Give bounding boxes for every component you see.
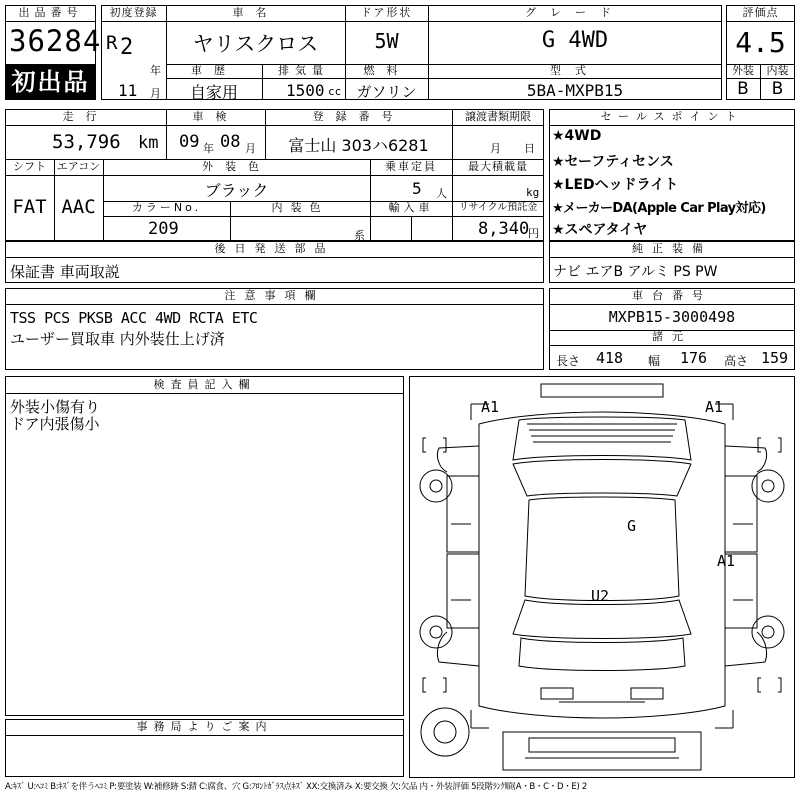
transfer-day-unit: 日 xyxy=(524,142,535,155)
damage-diagram xyxy=(409,376,795,778)
hood xyxy=(513,417,691,460)
fuel-label: 燃料 xyxy=(363,64,410,77)
int-value: B xyxy=(771,79,784,99)
month-unit: 月 xyxy=(150,87,161,100)
inspector-line: 外装小傷有り xyxy=(10,398,101,416)
mark-right-side: A1 xyxy=(717,552,736,570)
insp-year-unit: 年 xyxy=(203,142,214,155)
insp-year: 09 xyxy=(179,132,200,152)
capacity-unit: 人 xyxy=(436,187,447,200)
later-parts-label: 後日発送部品 xyxy=(214,242,335,255)
reg-year: 2 xyxy=(120,35,134,60)
insp-month: 08 xyxy=(220,132,241,152)
door-value: 5W xyxy=(374,29,399,53)
capacity-value: 5 xyxy=(412,179,422,198)
length-value: 418 xyxy=(596,349,624,367)
sales-point-item: ★メーカーDA(Apple Car Play対応) xyxy=(552,201,766,216)
color-label: 外装色 xyxy=(202,160,271,173)
sales-point-item: ★LEDヘッドライト xyxy=(552,177,679,193)
legend-text: A:ｷｽﾞ U:ﾍｺﾐ B:ｷｽﾞを伴うﾍｺﾐ P:要塗装 W:補修跡 S:錆 C:腐食、穴 G:ﾌﾛﾝﾄｶﾞﾗｽ点ｷｽﾞ XX:交換済み X:要交換 欠:欠品 内・外装評価 5段階ﾗﾝｸ順(A・B・C・D・E) 2 xyxy=(5,782,588,792)
length-label: 長さ xyxy=(556,354,581,368)
mark-windshield: U2 xyxy=(591,587,610,605)
reg-label: 初度登録 xyxy=(109,6,158,19)
notes-label: 注意事項欄 xyxy=(224,289,325,302)
insp-month-unit: 月 xyxy=(245,142,256,155)
sales-point-item: ★スペアタイヤ xyxy=(552,222,648,238)
mark-front-left: A1 xyxy=(481,398,500,416)
lot-label: 出品番号 xyxy=(18,6,83,19)
width-label: 幅 xyxy=(648,354,661,368)
genuine-value: ナビ エアB アルミ PS PW xyxy=(553,264,718,280)
capacity-label: 乗車定員 xyxy=(385,160,437,173)
width-value: 176 xyxy=(680,349,708,367)
reg-era: R xyxy=(106,32,118,54)
interior-label: 内装色 xyxy=(271,201,329,214)
plate-label: 登録番号 xyxy=(312,110,405,123)
history-value: 自家用 xyxy=(189,83,238,102)
int-label: 内装 xyxy=(766,64,789,77)
model-value: 5BA-MXPB15 xyxy=(526,81,624,100)
spare-wheel xyxy=(421,708,469,756)
load-label: 最大積載量 xyxy=(468,160,528,173)
front-bumper xyxy=(541,384,663,397)
mark-front-right: A1 xyxy=(705,398,724,416)
roof xyxy=(525,497,679,601)
notes-line: TSS PCS PKSB ACC 4WD RCTA ETC xyxy=(10,309,258,327)
transfer-month-unit: 月 xyxy=(490,142,501,155)
year-unit: 年 xyxy=(150,64,161,77)
trunk xyxy=(519,638,685,671)
transfer-label: 譲渡書類期限 xyxy=(465,110,531,123)
disp-value: 1500 xyxy=(286,81,325,100)
ext-label: 外装 xyxy=(732,64,754,77)
ac-label: エアコン xyxy=(56,160,101,173)
name-label: 車名 xyxy=(232,6,279,19)
import-label: 輸入車 xyxy=(388,201,434,214)
height-label: 高さ xyxy=(724,354,749,368)
interior-unit: 系 xyxy=(354,229,365,242)
shift-value: FAT xyxy=(12,196,47,218)
grade-label: グレード xyxy=(525,6,625,19)
notes-line: ユーザー買取車 内外装仕上げ済 xyxy=(10,330,225,348)
ext-value: B xyxy=(737,79,749,99)
inspection-label: 車検 xyxy=(192,110,239,123)
lot-number: 36284 xyxy=(9,24,102,58)
plate-value: 富士山 303ハ6281 xyxy=(288,136,429,155)
inspector-line: ドア内張傷小 xyxy=(10,415,100,433)
later-parts-value: 保証書 車両取説 xyxy=(10,263,120,281)
rear-window xyxy=(513,600,691,639)
left-doors xyxy=(447,476,479,628)
inspector-label: 検査員記入欄 xyxy=(153,378,256,391)
office-label: 事務局よりご案内 xyxy=(136,720,273,733)
model-label: 型式 xyxy=(550,64,600,77)
color-value: ブラック xyxy=(204,181,269,200)
mileage-value: 53,796 xyxy=(52,131,121,153)
disp-label: 排気量 xyxy=(278,64,329,77)
colorno-label: カラーNo. xyxy=(131,201,202,214)
first-listing-text: 初出品 xyxy=(11,68,90,96)
fuel-value: ガソリン xyxy=(356,83,417,101)
grade-value: G 4WD xyxy=(541,28,609,53)
recycle-label: リサイクル預託金 xyxy=(458,202,538,213)
ac-value: AAC xyxy=(61,196,96,218)
shift-label: シフト xyxy=(13,160,46,173)
chassis-label: 車台番号 xyxy=(632,289,712,302)
genuine-label: 純正装備 xyxy=(632,242,712,255)
recycle-unit: 円 xyxy=(528,227,539,240)
sales-points-label: セールスポイント xyxy=(600,110,744,123)
history-label: 車歴 xyxy=(191,64,237,77)
diagram-frame xyxy=(410,377,795,778)
disp-unit: cc xyxy=(328,85,342,98)
windshield xyxy=(513,460,691,497)
recycle-value: 8,340 xyxy=(478,219,530,239)
car-body xyxy=(479,412,725,718)
sales-point-item: ★セーフティセンス xyxy=(552,154,674,170)
colorno-value: 209 xyxy=(148,219,179,239)
car-name: ヤリスクロス xyxy=(192,32,319,56)
mileage-label: 走行 xyxy=(62,110,109,123)
door-label: ドア形状 xyxy=(360,6,413,19)
sales-point-item: ★4WD xyxy=(552,128,602,144)
dims-label: 諸元 xyxy=(652,330,692,343)
height-value: 159 xyxy=(761,349,789,367)
mark-roof: G xyxy=(627,517,637,535)
reg-month: 11 xyxy=(118,81,138,100)
score-label: 評価点 xyxy=(742,6,779,19)
load-unit: kg xyxy=(526,186,540,199)
mileage-unit: km xyxy=(138,133,159,153)
chassis-value: MXPB15-3000498 xyxy=(608,308,736,326)
score-value: 4.5 xyxy=(735,26,786,59)
